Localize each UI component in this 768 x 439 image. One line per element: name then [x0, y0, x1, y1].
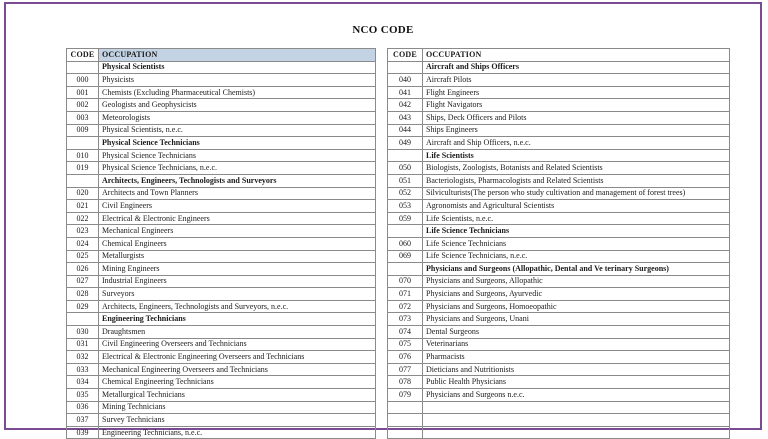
cell-code: 040	[388, 74, 423, 87]
cell-code: 073	[388, 313, 423, 326]
table-row	[388, 237, 730, 250]
column-header-code: CODE	[388, 49, 423, 62]
cell-code: 025	[67, 250, 99, 263]
cell-occupation: Electrical & Electronic Engineers	[99, 212, 376, 225]
cell-code: 024	[67, 237, 99, 250]
cell-code	[388, 61, 423, 74]
cell-occupation: Life Science Technicians, n.e.c.	[423, 250, 730, 263]
cell-occupation: Aircraft and Ships Officers	[423, 61, 730, 74]
column-header-code: CODE	[67, 49, 99, 62]
cell-occupation: Dieticians and Nutritionists	[423, 363, 730, 376]
nco-table-left-container	[66, 48, 376, 439]
table-row	[388, 187, 730, 200]
table-row	[388, 351, 730, 364]
cell-occupation: Dental Surgeons	[423, 326, 730, 339]
table-row	[388, 363, 730, 376]
table-row	[67, 187, 376, 200]
section-header-row	[388, 263, 730, 276]
cell-occupation: Ships, Deck Officers and Pilots	[423, 111, 730, 124]
section-header-row	[67, 61, 376, 74]
cell-code: 041	[388, 86, 423, 99]
nco-table-left-body	[67, 49, 376, 439]
cell-code: 036	[67, 401, 99, 414]
cell-occupation: Physicians and Surgeons, Ayurvedic	[423, 288, 730, 301]
cell-code	[388, 149, 423, 162]
cell-occupation: Mechanical Engineering Overseers and Technicians	[99, 363, 376, 376]
cell-occupation: Architects and Town Planners	[99, 187, 376, 200]
cell-occupation: Draughtsmen	[99, 326, 376, 339]
cell-occupation	[423, 401, 730, 414]
page-title: NCO CODE	[352, 24, 414, 36]
cell-occupation: Architects, Engineers, Technologists and Surveyors, n.e.c.	[99, 300, 376, 313]
table-row	[388, 275, 730, 288]
cell-occupation: Chemical Engineers	[99, 237, 376, 250]
table-row	[67, 212, 376, 225]
table-row	[388, 137, 730, 150]
cell-code: 030	[67, 326, 99, 339]
cell-code: 000	[67, 74, 99, 87]
cell-occupation: Mechanical Engineers	[99, 225, 376, 238]
cell-code: 044	[388, 124, 423, 137]
table-row	[67, 162, 376, 175]
section-header-row	[388, 149, 730, 162]
cell-occupation: Life Scientists	[423, 149, 730, 162]
nco-table-right-container	[387, 48, 730, 439]
cell-code: 019	[67, 162, 99, 175]
cell-code: 026	[67, 263, 99, 276]
table-row	[388, 326, 730, 339]
cell-occupation: Electrical & Electronic Engineering Overseers and Technicians	[99, 351, 376, 364]
cell-code: 043	[388, 111, 423, 124]
column-header-occupation-selected: OCCUPATION	[99, 49, 376, 62]
table-row	[67, 351, 376, 364]
section-header-row	[67, 174, 376, 187]
cell-occupation: Meteorologists	[99, 111, 376, 124]
cell-occupation: Physicians and Surgeons, Homoeopathic	[423, 300, 730, 313]
cell-occupation: Silviculturists(The person who study cultivation and management of forest trees)	[423, 187, 730, 200]
cell-code: 042	[388, 99, 423, 112]
table-row	[67, 263, 376, 276]
cell-occupation: Agronomists and Agricultural Scientists	[423, 200, 730, 213]
cell-occupation: Life Scientists, n.e.c.	[423, 212, 730, 225]
cell-occupation: Physical Science Technicians, n.e.c.	[99, 162, 376, 175]
table-row	[67, 376, 376, 389]
cell-code: 059	[388, 212, 423, 225]
cell-occupation: Survey Technicians	[99, 414, 376, 427]
cell-occupation: Mining Engineers	[99, 263, 376, 276]
cell-code: 049	[388, 137, 423, 150]
cell-code: 050	[388, 162, 423, 175]
cell-code: 052	[388, 187, 423, 200]
table-row	[67, 426, 376, 439]
empty-row	[388, 414, 730, 427]
cell-occupation: Surveyors	[99, 288, 376, 301]
cell-occupation: Flight Engineers	[423, 86, 730, 99]
cell-occupation: Physical Scientists, n.e.c.	[99, 124, 376, 137]
cell-occupation: Physicians and Surgeons n.e.c.	[423, 389, 730, 402]
table-row	[388, 313, 730, 326]
cell-code: 077	[388, 363, 423, 376]
cell-occupation: Metallurgists	[99, 250, 376, 263]
cell-code: 072	[388, 300, 423, 313]
table-row	[388, 250, 730, 263]
table-row	[67, 124, 376, 137]
cell-occupation: Flight Navigators	[423, 99, 730, 112]
table-row	[388, 300, 730, 313]
table-row	[388, 376, 730, 389]
nco-table-left	[66, 48, 376, 439]
table-row	[67, 86, 376, 99]
cell-code: 028	[67, 288, 99, 301]
cell-occupation: Chemists (Excluding Pharmaceutical Chemists)	[99, 86, 376, 99]
cell-code: 051	[388, 174, 423, 187]
cell-code: 022	[67, 212, 99, 225]
section-header-row	[388, 225, 730, 238]
nco-table-right	[387, 48, 730, 439]
cell-code: 021	[67, 200, 99, 213]
cell-code	[388, 401, 423, 414]
table-row	[388, 338, 730, 351]
cell-code: 002	[67, 99, 99, 112]
empty-row	[388, 401, 730, 414]
table-row	[67, 74, 376, 87]
nco-table-right-body	[388, 49, 730, 439]
cell-code: 031	[67, 338, 99, 351]
cell-occupation: Aircraft and Ship Officers, n.e.c.	[423, 137, 730, 150]
cell-code	[67, 313, 99, 326]
cell-code	[67, 61, 99, 74]
cell-code: 069	[388, 250, 423, 263]
cell-code: 074	[388, 326, 423, 339]
cell-code: 071	[388, 288, 423, 301]
table-row	[388, 389, 730, 402]
section-header-row	[67, 313, 376, 326]
cell-code: 032	[67, 351, 99, 364]
table-row	[67, 326, 376, 339]
cell-code: 023	[67, 225, 99, 238]
cell-code: 027	[67, 275, 99, 288]
table-row	[67, 111, 376, 124]
cell-code: 001	[67, 86, 99, 99]
table-row	[67, 250, 376, 263]
cell-occupation: Ships Engineers	[423, 124, 730, 137]
table-row	[67, 288, 376, 301]
cell-occupation: Physical Science Technicians	[99, 149, 376, 162]
cell-occupation: Architects, Engineers, Technologists and Surveyors	[99, 174, 376, 187]
cell-code: 029	[67, 300, 99, 313]
table-row	[388, 86, 730, 99]
cell-code	[67, 174, 99, 187]
cell-code: 079	[388, 389, 423, 402]
cell-occupation: Physical Scientists	[99, 61, 376, 74]
cell-occupation: Physicians and Surgeons (Allopathic, Dental and Ve terinary Surgeons)	[423, 263, 730, 276]
cell-occupation: Chemical Engineering Technicians	[99, 376, 376, 389]
table-row	[388, 99, 730, 112]
table-row	[67, 300, 376, 313]
cell-occupation: Industrial Engineers	[99, 275, 376, 288]
cell-code: 078	[388, 376, 423, 389]
cell-occupation: Engineering Technicians, n.e.c.	[99, 426, 376, 439]
table-row	[67, 99, 376, 112]
cell-code: 070	[388, 275, 423, 288]
cell-code: 053	[388, 200, 423, 213]
cell-occupation: Bacteriologists, Pharmacologists and Related Scientists	[423, 174, 730, 187]
table-row	[388, 200, 730, 213]
cell-occupation: Engineering Technicians	[99, 313, 376, 326]
table-row	[388, 74, 730, 87]
cell-code: 039	[67, 426, 99, 439]
cell-code	[388, 225, 423, 238]
section-header-row	[67, 137, 376, 150]
cell-occupation: Civil Engineers	[99, 200, 376, 213]
table-row	[388, 212, 730, 225]
cell-code: 075	[388, 338, 423, 351]
cell-code: 020	[67, 187, 99, 200]
table-row	[67, 275, 376, 288]
cell-code: 060	[388, 237, 423, 250]
cell-occupation: Public Health Physicians	[423, 376, 730, 389]
cell-occupation: Physicians and Surgeons, Allopathic	[423, 275, 730, 288]
cell-code: 010	[67, 149, 99, 162]
cell-occupation: Mining Technicians	[99, 401, 376, 414]
table-row	[67, 225, 376, 238]
cell-occupation: Life Science Technicians	[423, 237, 730, 250]
table-row	[388, 174, 730, 187]
cell-code: 009	[67, 124, 99, 137]
cell-code: 033	[67, 363, 99, 376]
cell-occupation: Geologists and Geophysicists	[99, 99, 376, 112]
cell-code: 034	[67, 376, 99, 389]
cell-occupation: Physical Science Technicians	[99, 137, 376, 150]
table-row	[388, 162, 730, 175]
cell-occupation: Pharmacists	[423, 351, 730, 364]
cell-occupation: Physicists	[99, 74, 376, 87]
section-header-row	[388, 61, 730, 74]
document-page	[4, 2, 762, 437]
cell-occupation: Aircraft Pilots	[423, 74, 730, 87]
cell-code	[388, 414, 423, 427]
cell-occupation: Veterinarians	[423, 338, 730, 351]
table-row	[388, 288, 730, 301]
table-row	[67, 338, 376, 351]
table-row	[67, 414, 376, 427]
cell-code: 035	[67, 389, 99, 402]
cell-occupation: Physicians and Surgeons, Unani	[423, 313, 730, 326]
cell-code	[388, 426, 423, 439]
empty-row	[388, 426, 730, 439]
cell-occupation: Life Science Technicians	[423, 225, 730, 238]
column-header-occupation: OCCUPATION	[423, 49, 730, 62]
table-row	[67, 401, 376, 414]
table-row	[388, 124, 730, 137]
cell-code: 037	[67, 414, 99, 427]
cell-code	[388, 263, 423, 276]
table-row	[67, 363, 376, 376]
table-header-row	[388, 49, 730, 62]
cell-code	[67, 137, 99, 150]
table-row	[67, 389, 376, 402]
cell-occupation	[423, 426, 730, 439]
cell-occupation: Metallurgical Technicians	[99, 389, 376, 402]
table-row	[388, 111, 730, 124]
cell-occupation	[423, 414, 730, 427]
cell-code: 003	[67, 111, 99, 124]
table-row	[67, 149, 376, 162]
table-header-row	[67, 49, 376, 62]
cell-occupation: Biologists, Zoologists, Botanists and Related Scientists	[423, 162, 730, 175]
table-row	[67, 237, 376, 250]
table-row	[67, 200, 376, 213]
cell-occupation: Civil Engineering Overseers and Technicians	[99, 338, 376, 351]
cell-code: 076	[388, 351, 423, 364]
